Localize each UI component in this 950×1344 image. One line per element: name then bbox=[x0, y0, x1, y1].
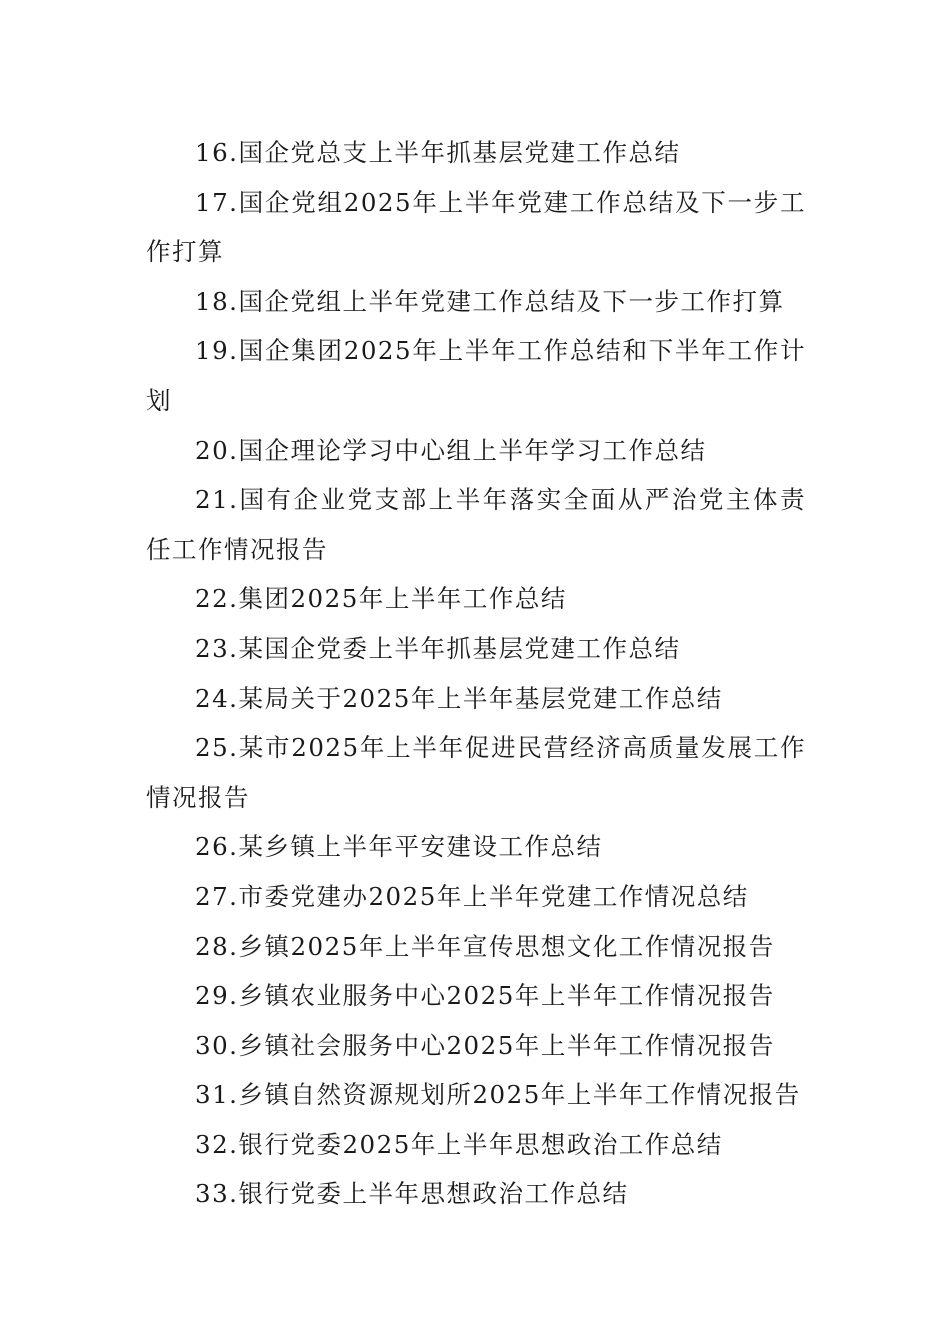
list-item: 20.国企理论学习中心组上半年学习工作总结 bbox=[195, 435, 707, 465]
list-item: 29.乡镇农业服务中心2025年上半年工作情况报告 bbox=[195, 981, 775, 1011]
list-item: 31.乡镇自然资源规划所2025年上半年工作情况报告 bbox=[195, 1080, 801, 1110]
list-item: 17.国企党组2025年上半年党建工作总结及下一步工作打算 bbox=[146, 187, 806, 267]
list-item: 19.国企集团2025年上半年工作总结和下半年工作计划 bbox=[146, 336, 806, 415]
list-item: 24.某局关于2025年上半年基层党建工作总结 bbox=[195, 683, 723, 713]
list-item: 25.某市2025年上半年促进民营经济高质量发展工作情况报告 bbox=[146, 733, 806, 812]
list-item: 23.某国企党委上半年抓基层党建工作总结 bbox=[195, 633, 681, 663]
list-item: 30.乡镇社会服务中心2025年上半年工作情况报告 bbox=[195, 1030, 775, 1060]
list-item: 32.银行党委2025年上半年思想政治工作总结 bbox=[195, 1129, 723, 1159]
list-item: 33.银行党委上半年思想政治工作总结 bbox=[195, 1179, 629, 1209]
list-item: 21.国有企业党支部上半年落实全面从严治党主体责任工作情况报告 bbox=[146, 485, 806, 564]
list-item: 28.乡镇2025年上半年宣传思想文化工作情况报告 bbox=[195, 931, 775, 961]
list-item: 18.国企党组上半年党建工作总结及下一步工作打算 bbox=[195, 286, 785, 316]
list-item: 26.某乡镇上半年平安建设工作总结 bbox=[195, 832, 603, 862]
list-item: 22.集团2025年上半年工作总结 bbox=[195, 584, 567, 614]
report-title-list bbox=[146, 128, 806, 1219]
list-item: 27.市委党建办2025年上半年党建工作情况总结 bbox=[195, 881, 749, 911]
list-item: 16.国企党总支上半年抓基层党建工作总结 bbox=[195, 138, 681, 167]
